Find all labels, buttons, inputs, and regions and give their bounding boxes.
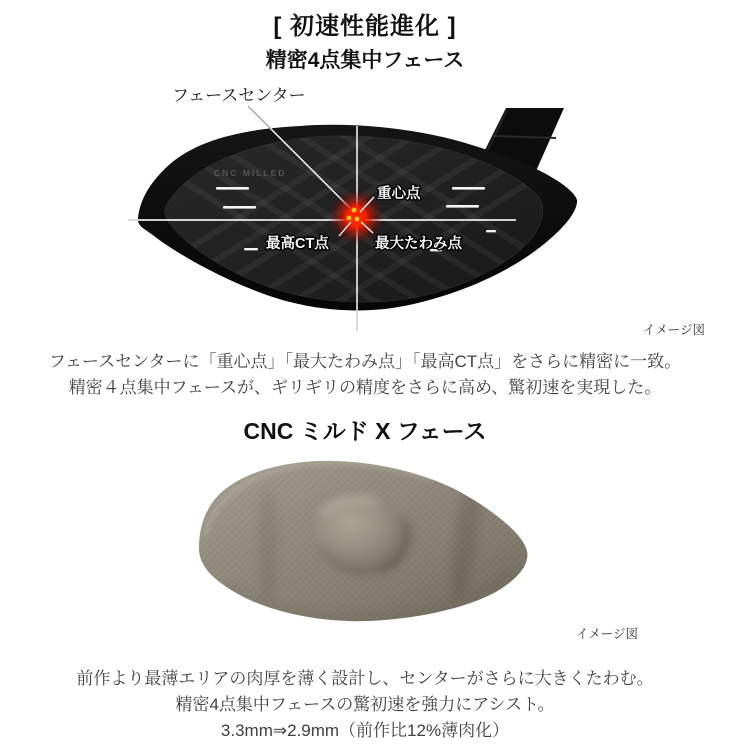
section-cnc-heading: CNC ミルド X フェース <box>243 418 487 444</box>
max-ct-point-label: 最高CT点 <box>266 236 329 252</box>
cnc-description-line1: 前作より最薄エリアの肉厚を薄く設計し、センターがさらに大きくたわむ。 <box>76 669 654 688</box>
page-title: [ 初速性能進化 ] <box>273 13 457 40</box>
face-description <box>0 349 730 401</box>
driver-face-figure <box>0 78 730 340</box>
section-face-subtitle: 精密4点集中フェース <box>265 49 465 72</box>
max-flex-point-label: 最大たわみ点 <box>375 236 462 252</box>
face-plate <box>195 455 535 627</box>
image-note-caption: イメージ図 <box>575 627 638 641</box>
face-plate-figure <box>0 455 730 650</box>
cnc-description <box>0 666 730 744</box>
cnc-milled-engraving: CNC MILLED <box>214 168 287 178</box>
face-description-line1: フェースセンターに「重心点」「最大たわみ点」「最高CT点」をさらに精密に一致。 <box>48 352 682 371</box>
face-center-label: フェースセンター <box>172 86 306 105</box>
cnc-description-line2: 精密4点集中フェースの驚初速を強力にアシスト。 <box>175 695 555 714</box>
gravity-point-label: 重心点 <box>377 186 421 202</box>
cnc-description-line3: 3.3mm⇒2.9mm（前作比12%薄肉化） <box>220 721 510 740</box>
image-note-caption: イメージ図 <box>642 323 705 337</box>
face-description-line2: 精密４点集中フェースが、ギリギリの精度をさらに高め、驚初速を実現した。 <box>68 378 662 397</box>
